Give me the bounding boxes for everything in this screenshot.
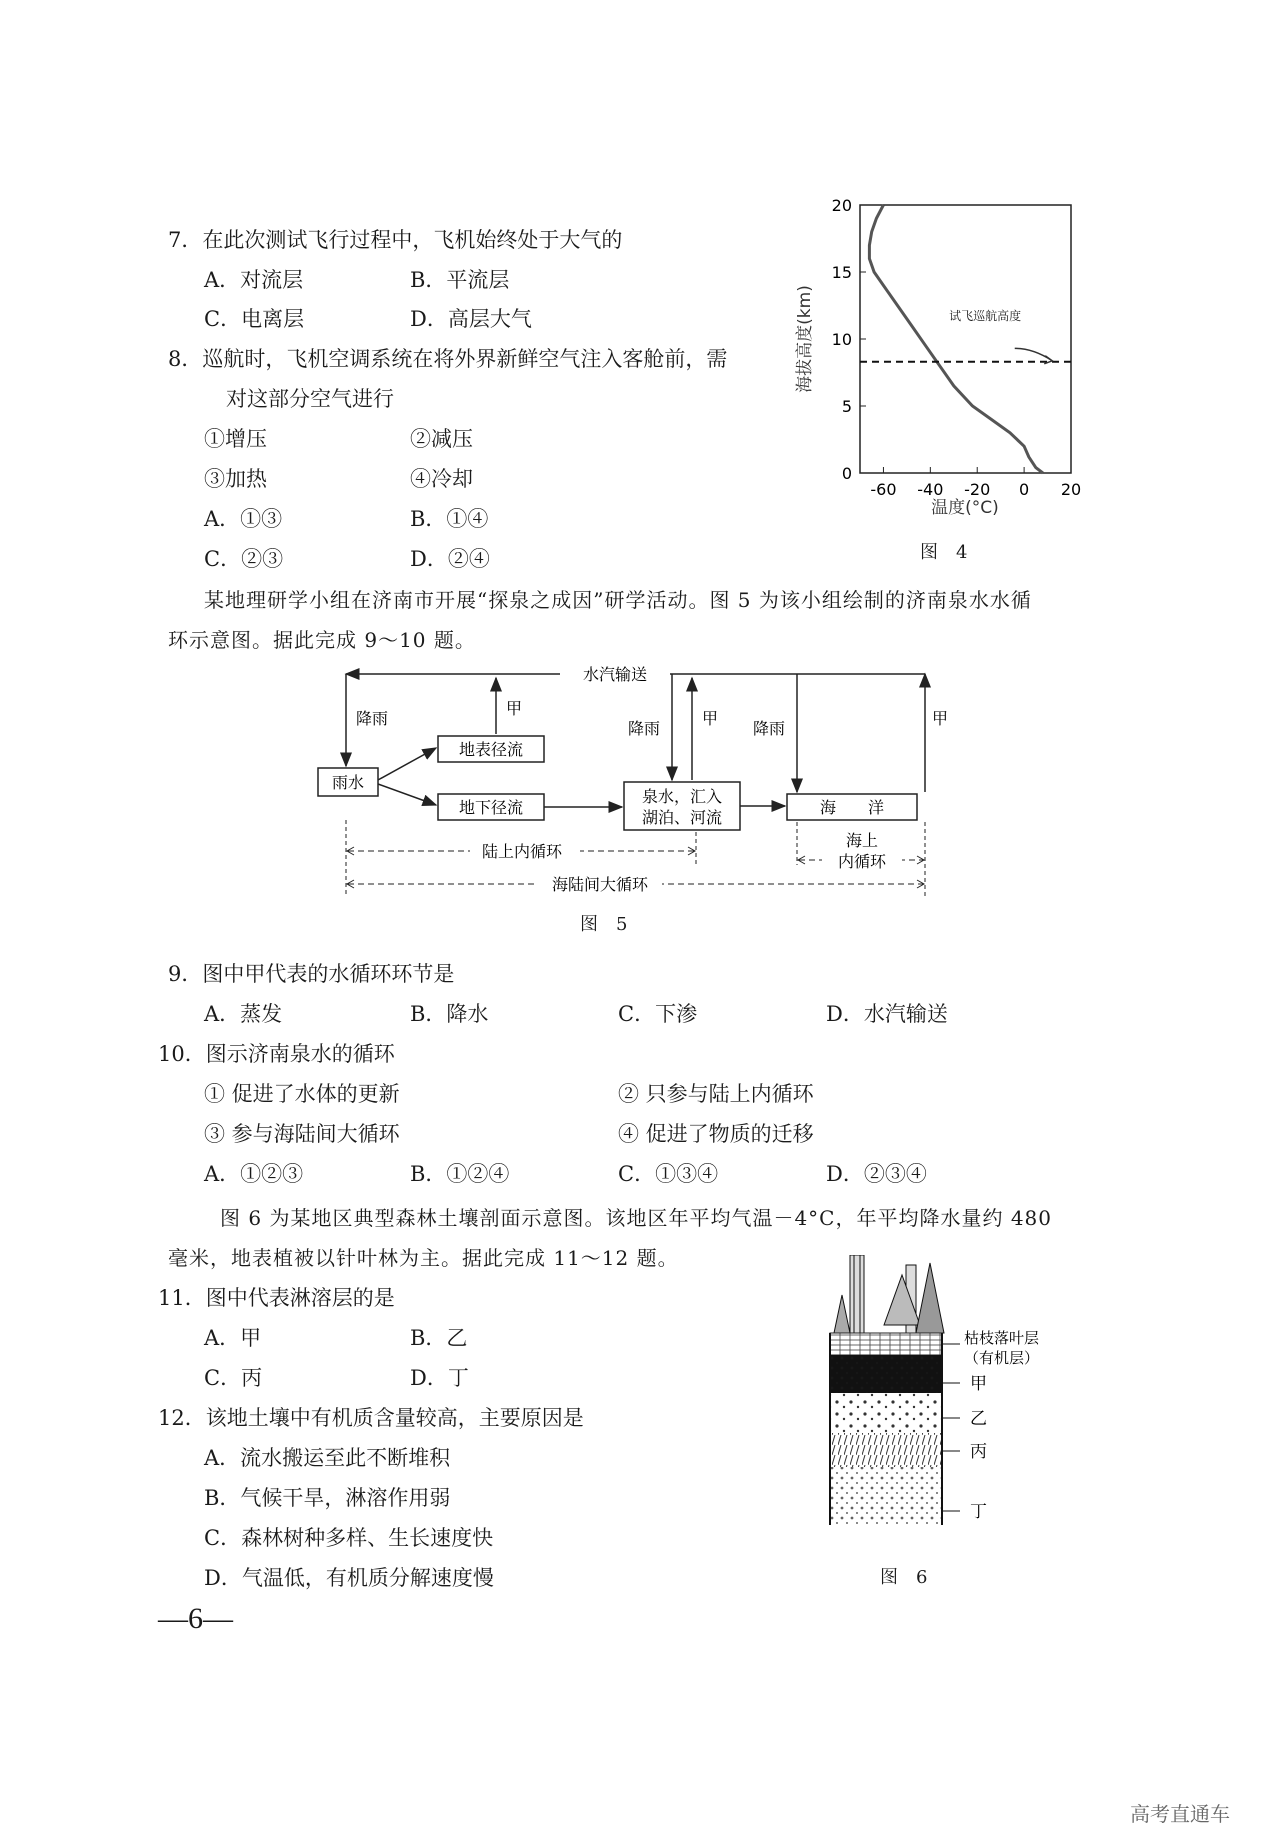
fig5-sea-cycle-label-line1: 海上 <box>845 831 879 850</box>
fig5-jia-label-3: 甲 <box>932 709 949 728</box>
fig6-caption: 图 6 <box>880 1567 928 1588</box>
q9-option-b: B．降水 <box>410 1002 489 1026</box>
fig6-layer-bing <box>830 1433 942 1467</box>
fig5-spring-label-line1: 泉水，汇入 <box>641 787 723 806</box>
fig6-jia-label: 甲 <box>970 1374 987 1394</box>
fig5-big-cycle-label: 海陆间大循环 <box>551 875 649 894</box>
fig4-xtick-label: 0 <box>1019 480 1030 499</box>
fig5-ocean-label: 海 洋 <box>819 798 885 817</box>
intro-11-12-line1: 图 6 为某地区典型森林土壤剖面示意图。该地区年平均气温－4°C，年平均降水量约 480 <box>220 1206 1052 1230</box>
fig6-litter-layer <box>830 1333 942 1355</box>
q8-stem-line1: 8．巡航时，飞机空调系统在将外界新鲜空气注入客舱前，需 <box>168 347 728 371</box>
q7-option-d: D．高层大气 <box>410 307 532 331</box>
fig4-caption: 图 4 <box>920 542 968 563</box>
fig6-litter-label-line2: （有机层） <box>964 1349 1040 1367</box>
fig5-jia-label-2: 甲 <box>702 709 719 728</box>
page-number: —6— <box>158 1602 233 1635</box>
fig4-ytick-label: 0 <box>841 464 852 483</box>
fig6-ding-label: 丁 <box>970 1502 987 1522</box>
q10-option-b: B．①②④ <box>410 1162 510 1186</box>
q9-option-a: A．蒸发 <box>204 1002 283 1026</box>
q9-stem: 9．图中甲代表的水循环环节是 <box>168 962 455 986</box>
q12-option-a: A．流水搬运至此不断堆积 <box>204 1446 451 1470</box>
fig4-xlabel: 温度(°C) <box>931 498 999 518</box>
fig4-ytick-label: 10 <box>831 330 852 349</box>
fig5-sea-cycle-label-line2: 内循环 <box>837 852 887 871</box>
intro-9-10-line2: 环示意图。据此完成 9～10 题。 <box>168 628 476 652</box>
fig4-ytick-label: 15 <box>831 263 852 282</box>
q8-option-c: C．②③ <box>204 547 284 571</box>
q11-stem: 11．图中代表淋溶层的是 <box>158 1286 395 1310</box>
q8-item-1: ①增压 <box>204 427 267 451</box>
fig4-xtick-label: 20 <box>1060 480 1082 499</box>
fig4-xtick-label: -20 <box>964 480 991 499</box>
q8-option-a: A．①③ <box>204 507 283 531</box>
fig5-rainwater-label: 雨水 <box>331 773 365 792</box>
q10-item-1: ① 促进了水体的更新 <box>204 1082 400 1106</box>
q7-option-c: C．电离层 <box>204 307 305 331</box>
fig5-rain-label-1: 降雨 <box>356 709 389 728</box>
q10-item-2: ② 只参与陆上内循环 <box>618 1082 814 1106</box>
fig4-cruise-altitude-label: 试飞巡航高度 <box>949 309 1022 324</box>
fig4-xtick-label: -40 <box>917 480 944 499</box>
fig5-surface-runoff-label: 地表径流 <box>458 740 524 759</box>
fig4-ytick-label: 20 <box>831 196 852 215</box>
q10-item-3: ③ 参与海陆间大循环 <box>204 1122 400 1146</box>
watermark: 高考直通车 <box>1130 1802 1230 1826</box>
q8-item-4: ④冷却 <box>410 467 473 491</box>
fig4-plot-frame <box>860 205 1071 473</box>
q10-item-4: ④ 促进了物质的迁移 <box>618 1122 814 1146</box>
q11-option-b: B．乙 <box>410 1326 468 1350</box>
q12-stem: 12．该地土壤中有机质含量较高，主要原因是 <box>158 1406 584 1430</box>
fig5-land-cycle-label: 陆上内循环 <box>481 842 563 861</box>
q8-item-3: ③加热 <box>204 467 267 491</box>
fig6-soil-profile <box>820 1255 1060 1545</box>
q12-option-c: C．森林树种多样、生长速度快 <box>204 1526 494 1550</box>
q8-stem-line2: 对这部分空气进行 <box>226 387 394 411</box>
q10-stem: 10．图示济南泉水的循环 <box>158 1042 395 1066</box>
q10-option-d: D．②③④ <box>826 1162 927 1186</box>
fig5-vapor-label: 水汽输送 <box>582 665 648 684</box>
q10-option-a: A．①②③ <box>204 1162 304 1186</box>
q11-option-c: C．丙 <box>204 1366 263 1390</box>
q12-option-b: B．气候干旱，淋溶作用弱 <box>204 1486 451 1510</box>
fig6-yi-label: 乙 <box>970 1409 987 1429</box>
intro-9-10-line1: 某地理研学小组在济南市开展“探泉之成因”研学活动。图 5 为该小组绘制的济南泉水水循 <box>204 588 1032 612</box>
fig4-ylabel: 海拔高度(km) <box>795 285 815 393</box>
q8-option-b: B．①④ <box>410 507 489 531</box>
q7-option-a: A．对流层 <box>204 268 304 292</box>
fig5-spring-label-line2: 湖泊、河流 <box>641 808 723 827</box>
fig4-ytick-label: 5 <box>841 397 852 416</box>
q9-option-d: D．水汽输送 <box>826 1002 948 1026</box>
q7-option-b: B．平流层 <box>410 268 510 292</box>
q9-option-c: C．下渗 <box>618 1002 698 1026</box>
fig5-jia-label-1: 甲 <box>506 699 523 718</box>
fig4-xtick-label: -60 <box>870 480 897 499</box>
q11-option-d: D．丁 <box>410 1366 469 1390</box>
fig6-conifer-trees-icon <box>834 1255 944 1333</box>
q8-option-d: D．②④ <box>410 547 490 571</box>
q11-option-a: A．甲 <box>204 1326 262 1350</box>
fig4-temperature-curve <box>869 205 1043 473</box>
fig5-rain-label-2: 降雨 <box>628 719 661 738</box>
fig5-branch-underground <box>378 784 436 805</box>
fig6-litter-label-line1: 枯枝落叶层 <box>964 1329 1040 1347</box>
q12-option-d: D．气温低，有机质分解速度慢 <box>204 1566 494 1590</box>
fig5-underground-runoff-label: 地下径流 <box>458 798 524 817</box>
fig5-caption: 图 5 <box>580 914 628 935</box>
intro-11-12-line2: 毫米，地表植被以针叶林为主。据此完成 11～12 题。 <box>168 1246 679 1270</box>
q8-item-2: ②减压 <box>410 427 473 451</box>
fig5-rain-label-3: 降雨 <box>753 719 786 738</box>
q10-option-c: C．①③④ <box>618 1162 719 1186</box>
fig5-branch-surface <box>378 748 436 780</box>
fig6-bing-label: 丙 <box>970 1442 987 1462</box>
q7-stem: 7．在此次测试飞行过程中，飞机始终处于大气的 <box>168 228 623 252</box>
fig4-chart <box>780 195 1110 525</box>
fig5-diagram <box>310 660 950 900</box>
